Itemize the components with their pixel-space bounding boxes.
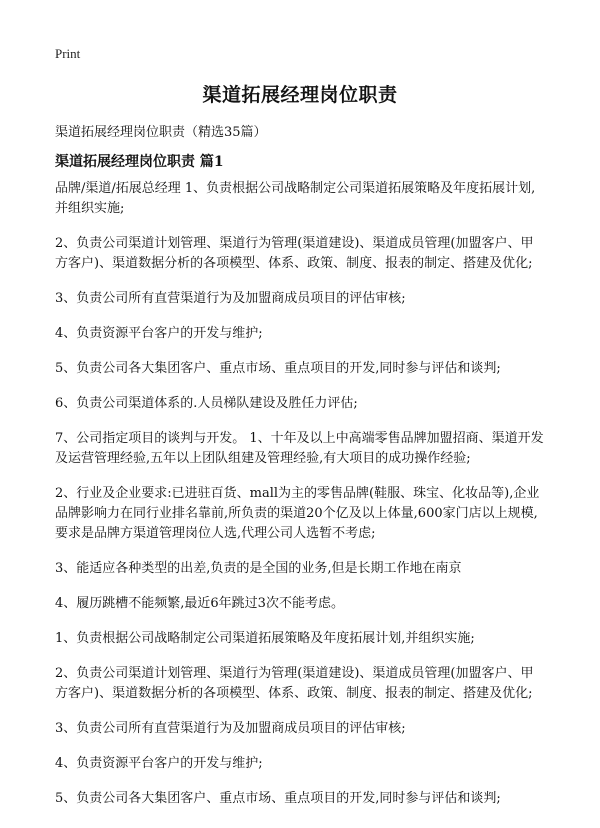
paragraph-2: 2、负责公司渠道计划管理、渠道行为管理(渠道建设)、渠道成员管理(加盟客户、甲方客户)、渠道数据分析的各项模型、体系、政策、制度、报表的制定、搭建及优化; xyxy=(55,236,534,271)
paragraph-1: 品牌/渠道/拓展总经理 1、负责根据公司战略制定公司渠道拓展策略及年度拓展计划,并组织实施; xyxy=(55,181,536,216)
paragraph-3: 3、负责公司所有直营渠道行为及加盟商成员项目的评估审核; xyxy=(55,291,406,306)
paragraph-11: 1、负责根据公司战略制定公司渠道拓展策略及年度拓展计划,并组织实施; xyxy=(55,631,475,646)
document-title: 渠道拓展经理岗位职责 xyxy=(202,84,398,106)
paragraph-14: 4、负责资源平台客户的开发与维护; xyxy=(55,756,263,771)
paragraph-5: 5、负责公司各大集团客户、重点市场、重点项目的开发,同时参与评估和谈判; xyxy=(55,361,501,376)
paragraph-9: 3、能适应各种类型的出差,负责的是全国的业务,但是长期工作地在南京 xyxy=(55,561,462,576)
paragraph-10: 4、履历跳槽不能频繁,最近6年跳过3次不能考虑。 xyxy=(55,596,344,611)
paragraph-15: 5、负责公司各大集团客户、重点市场、重点项目的开发,同时参与评估和谈判; xyxy=(55,791,501,806)
paragraph-12: 2、负责公司渠道计划管理、渠道行为管理(渠道建设)、渠道成员管理(加盟客户、甲方客户)、渠道数据分析的各项模型、体系、政策、制度、报表的制定、搭建及优化; xyxy=(55,666,534,701)
document-body xyxy=(55,179,545,824)
document-subtitle: 渠道拓展经理岗位职责（精选35篇） xyxy=(55,125,267,140)
paragraph-4: 4、负责资源平台客户的开发与维护; xyxy=(55,326,263,341)
print-label[interactable]: Print xyxy=(55,46,81,61)
paragraph-13: 3、负责公司所有直营渠道行为及加盟商成员项目的评估审核; xyxy=(55,721,406,736)
paragraph-7: 7、公司指定项目的谈判与开发。 1、十年及以上中高端零售品牌加盟招商、渠道开发及运营管理经验,五年以上团队组建及管理经验,有大项目的成功操作经验; xyxy=(55,431,544,466)
paragraph-8: 2、行业及企业要求:已进驻百货、mall为主的零售品牌(鞋服、珠宝、化妆品等),企业品牌影响力在同行业排名靠前,所负责的渠道20个亿及以上体量,600家门店以上规模,要求是品牌方渠道管理岗位人选,代理公司人选暂不考虑; xyxy=(55,486,540,541)
paragraph-6: 6、负责公司渠道体系的.人员梯队建设及胜任力评估; xyxy=(55,396,358,411)
section-heading: 渠道拓展经理岗位职责 篇1 xyxy=(55,154,224,170)
